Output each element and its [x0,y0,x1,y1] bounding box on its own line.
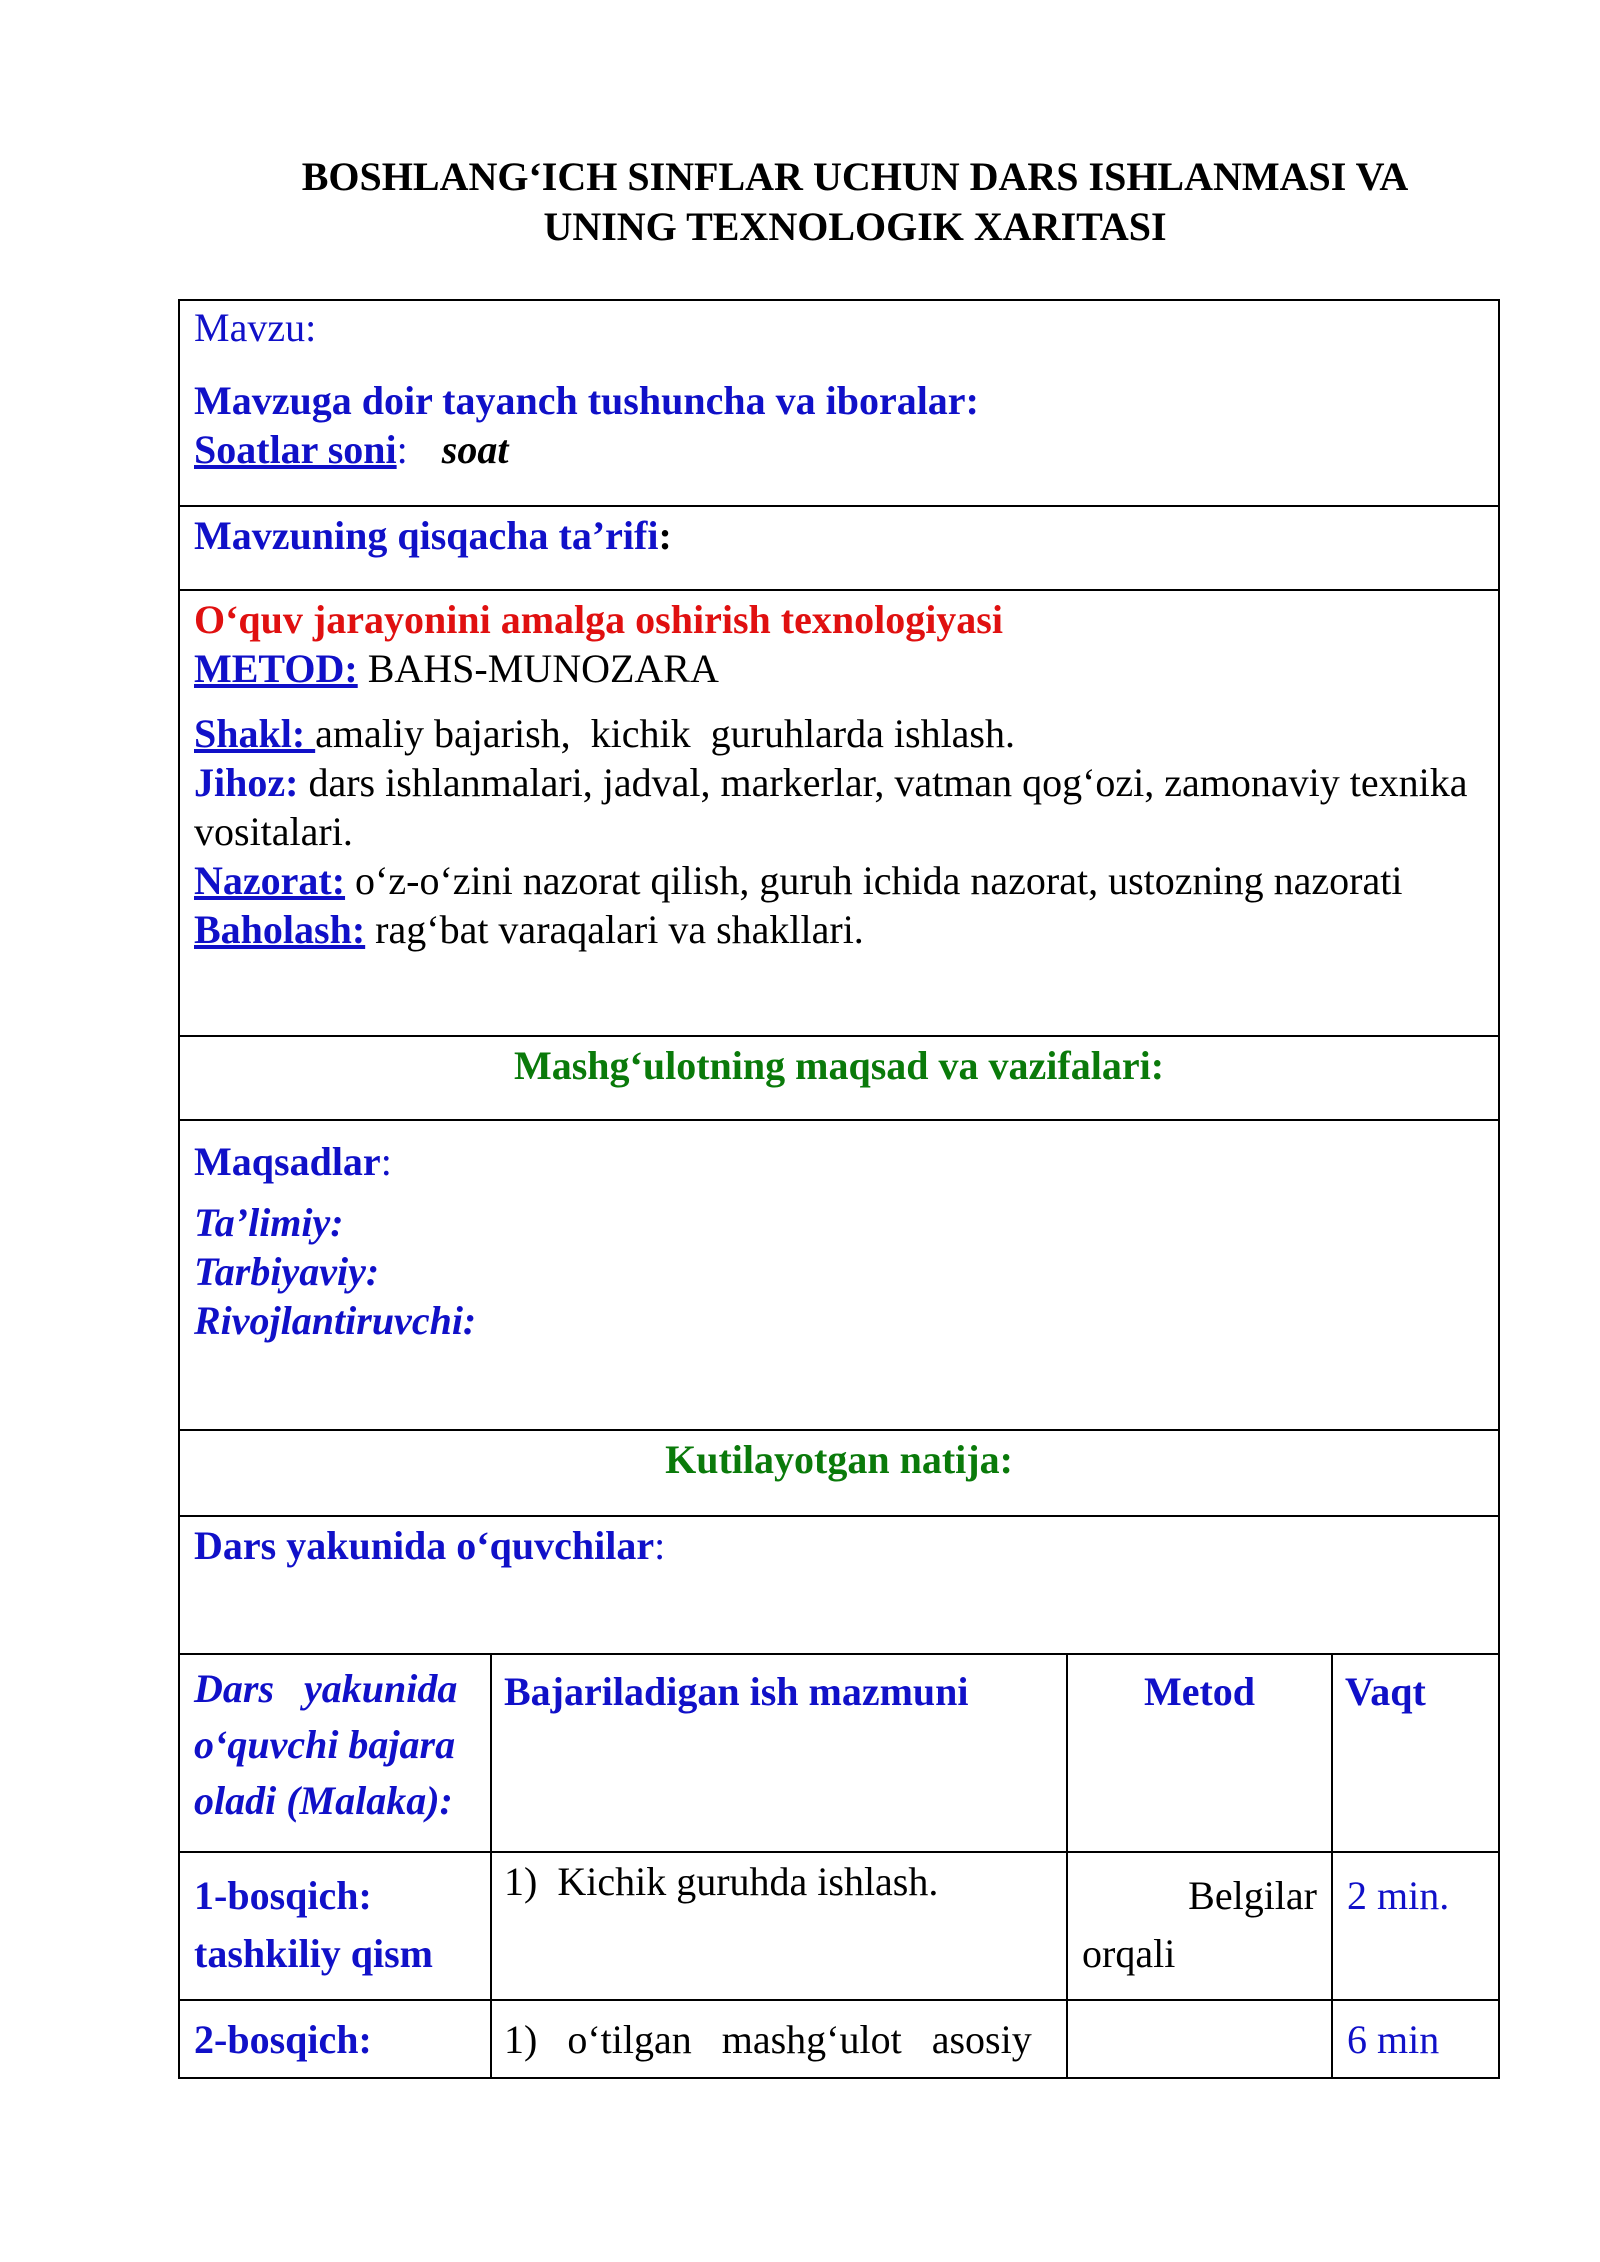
jihoz-label: Jihoz: [194,760,299,805]
soatlar-colon: : [396,427,408,472]
maqsadlar-row [179,1120,1499,1430]
maqsadlar-cell [179,1120,1499,1430]
soatlar-label: Soatlar soni [194,427,397,472]
tarif-label: Mavzuning qisqacha ta’rifi [194,513,659,558]
mavzu-row [179,300,1499,506]
jihoz-value: dars ishlanmalari, jadval, markerlar, vatman qog‘ozi, zamonaviy texnika vositalari. [194,760,1468,854]
title-line-1: BOSHLANG‘ICH SINFLAR UCHUN DARS ISHLANMASI VA [301,154,1409,199]
natija-heading-cell [179,1430,1499,1516]
document-title [180,152,1530,252]
maqsad-heading-cell [179,1036,1499,1120]
rivojlantiruvchi-label: Rivojlantiruvchi: [194,1298,477,1343]
stage-2-time: 6 min [1347,2017,1440,2062]
stage-2-time-cell [1332,2000,1499,2078]
stage-1-time-cell [1332,1852,1499,2000]
baholash-line [194,905,1484,954]
dars-yakunida-label: Dars yakunida o‘quvchilar [194,1523,655,1568]
table-row [179,2000,1499,2078]
maqsadlar-colon: : [380,1139,392,1184]
header-metod: Metod [1143,1669,1256,1714]
stage-1-content-cell [491,1852,1067,2000]
stage-1-content: 1) Kichik guruhda ishlash. [504,1859,939,1904]
talimiy-label: Ta’limiy: [194,1200,344,1245]
table-row [179,1852,1499,2000]
baholash-value: rag‘bat varaqalari va shakllari. [365,907,864,952]
shakl-line [194,709,1484,758]
natija-heading: Kutilayotgan natija: [665,1437,1013,1482]
header-metod-cell [1067,1654,1332,1852]
maqsad-heading: Mashg‘ulotning maqsad va vazifalari: [513,1043,1165,1088]
stage-1-metod-cell [1067,1852,1332,2000]
header-malaka-line-3: oladi (Malaka): [194,1778,453,1823]
stage-2-title: 2-bosqich: [194,2017,372,2062]
dars-yakunida-cell [179,1516,1499,1654]
stage-2-content-cell [491,2000,1067,2078]
stage-1-title: 1-bosqich: [194,1873,372,1918]
table-header-row [179,1654,1499,1852]
title-line-2: UNING TEXNOLOGIK XARITASI [543,204,1167,249]
maqsadlar-line [194,1137,1484,1186]
stage-1-subtitle: tashkiliy qism [194,1931,433,1976]
metod-line [194,644,1484,693]
mavzu-cell [179,300,1499,506]
header-malaka-cell [179,1654,491,1852]
jihoz-line [194,758,1484,856]
stage-1-time: 2 min. [1347,1873,1450,1918]
nazorat-label: Nazorat: [194,858,346,903]
tarbiyaviy-label: Tarbiyaviy: [194,1249,380,1294]
header-mazmun-cell [491,1654,1067,1852]
soatlar-value: soat [441,427,509,472]
tarif-cell [179,506,1499,590]
stage-1-metod-line-1: Belgilar [1188,1873,1317,1918]
tarif-row [179,506,1499,590]
dars-yakunida-colon: : [654,1523,666,1568]
header-vaqt: Vaqt [1345,1669,1426,1714]
texnologiya-heading: O‘quv jarayonini amalga oshirish texnologiyasi [194,597,1003,642]
maqsad-heading-row [179,1036,1499,1120]
natija-heading-row [179,1430,1499,1516]
header-mazmun: Bajariladigan ish mazmuni [504,1669,969,1714]
tayanch-label: Mavzuga doir tayanch tushuncha va iboralar: [194,378,979,423]
tarif-line [194,511,1484,560]
stage-2-content: 1) o‘tilgan mashg‘ulot asosiy [504,2017,1032,2062]
header-malaka-line-1: Dars yakunida [194,1666,458,1711]
header-vaqt-cell [1332,1654,1499,1852]
tarif-colon: : [658,513,672,558]
maqsadlar-label: Maqsadlar [194,1139,381,1184]
stage-1-cell [179,1852,491,2000]
shakl-label: Shakl: [194,711,316,756]
mavzu-label: Mavzu: [194,305,317,350]
shakl-value: amaliy bajarish, kichik guruhlarda ishlash. [315,711,1015,756]
lesson-plan-table [178,299,1500,2079]
header-malaka-line-2: o‘quvchi bajara [194,1722,456,1767]
nazorat-line [194,856,1484,905]
texnologiya-row [179,590,1499,1036]
soatlar-line [194,425,1484,474]
nazorat-value: o‘z-o‘zini nazorat qilish, guruh ichida nazorat, ustozning nazorati [345,858,1403,903]
metod-value: BAHS-MUNOZARA [357,646,719,691]
stage-2-cell [179,2000,491,2078]
texnologiya-cell [179,590,1499,1036]
metod-label: METOD: [194,646,358,691]
dars-yakunida-line [194,1521,1484,1570]
baholash-label: Baholash: [194,907,366,952]
stage-2-metod-cell [1067,2000,1332,2078]
stage-1-metod-line-2: orqali [1082,1931,1176,1976]
dars-yakunida-row [179,1516,1499,1654]
